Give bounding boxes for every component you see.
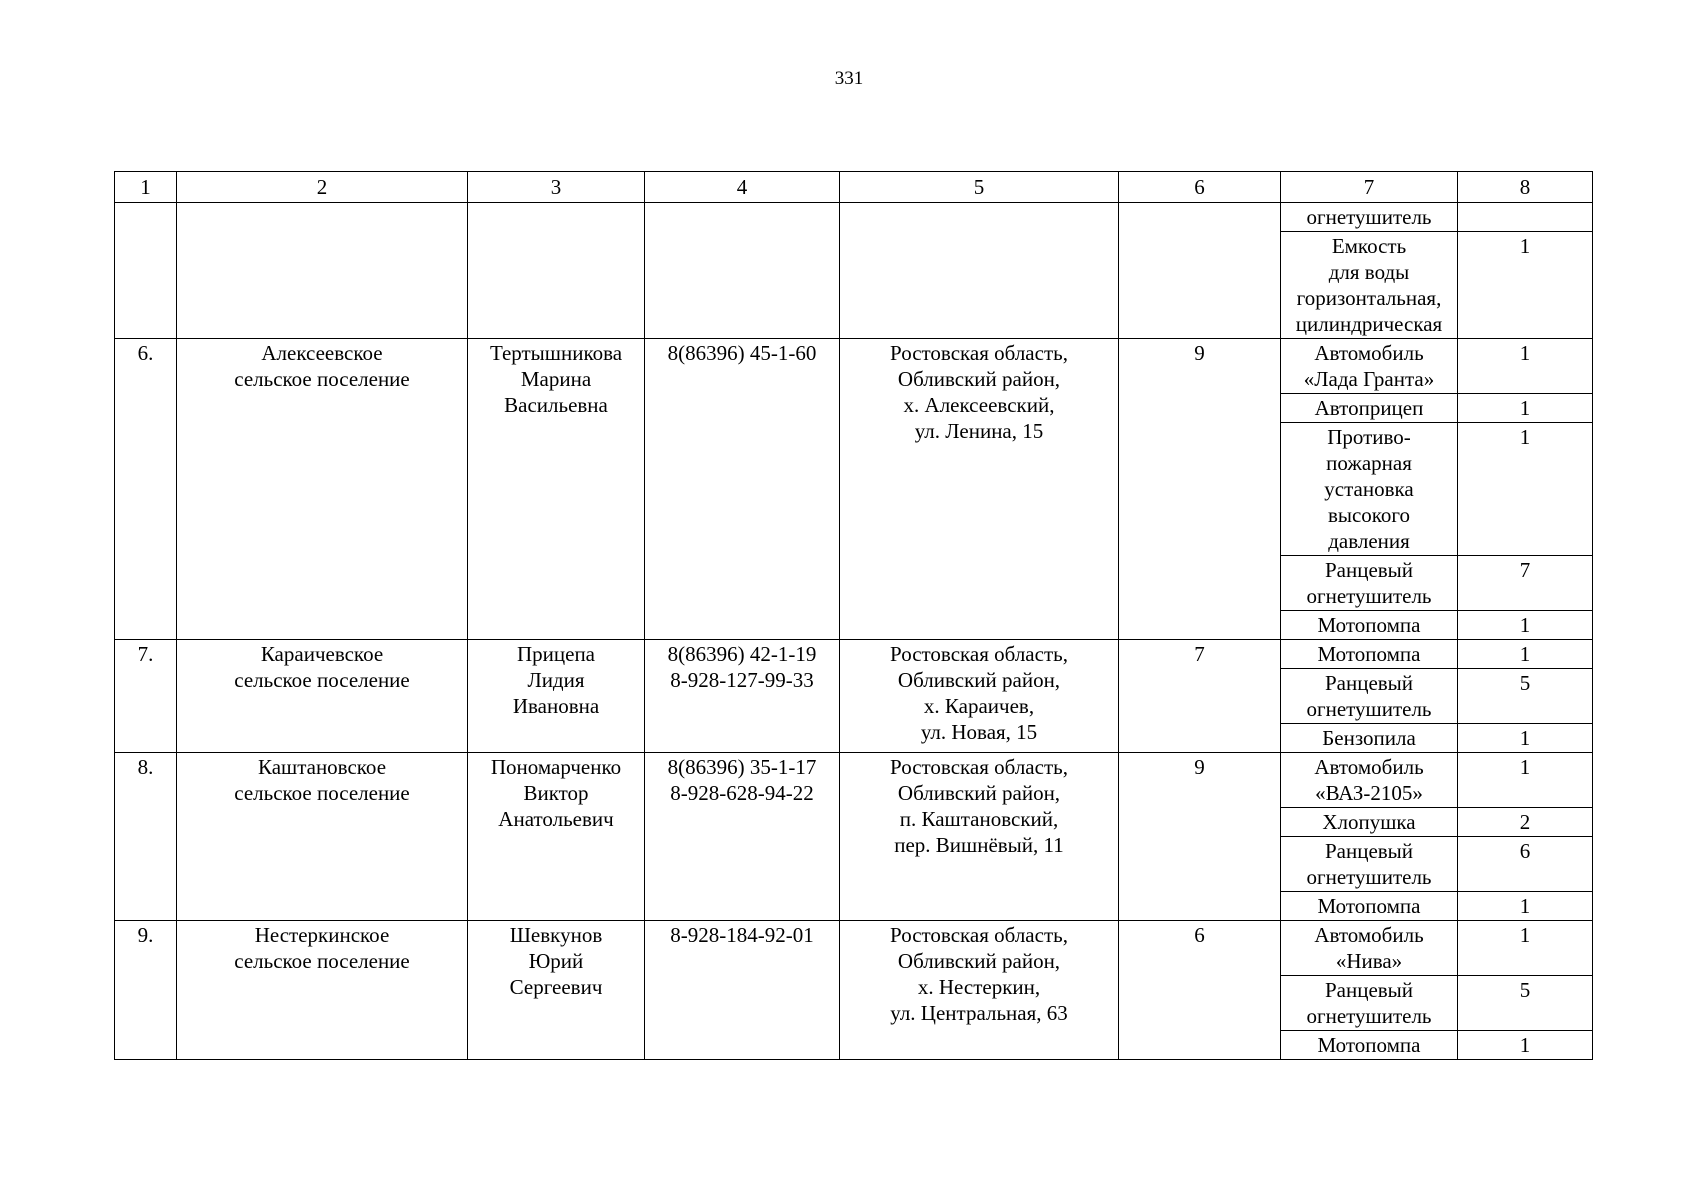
- column-number: 1: [115, 172, 177, 203]
- address-line: Обливский район,: [897, 949, 1061, 973]
- column-number: 7: [1281, 172, 1458, 203]
- address-line: ул. Центральная, 63: [890, 1001, 1068, 1025]
- equipment-name-line: Мотопомпа: [1317, 613, 1421, 637]
- head-name-line: Пономарченко: [490, 755, 622, 779]
- head-name-line: Марина: [520, 367, 592, 391]
- address: [840, 921, 1119, 1060]
- equipment-count: 2: [1458, 808, 1593, 837]
- phone-numbers-line: 8-928-628-94-22: [670, 781, 814, 805]
- table-row: [115, 921, 1593, 976]
- head-name: [468, 753, 645, 921]
- column-number: 6: [1119, 172, 1281, 203]
- settlement-name-line: сельское поселение: [234, 949, 410, 973]
- equipment-count: 1: [1458, 921, 1593, 976]
- equipment-count: 1: [1458, 640, 1593, 669]
- equipment-name-line: Ранцевый: [1324, 839, 1414, 863]
- head-name-line: Виктор: [523, 781, 589, 805]
- equipment-name-line: «ВАЗ-2105»: [1315, 781, 1423, 805]
- equipment-name-line: Бензопила: [1322, 726, 1416, 750]
- record-number: 7.: [115, 640, 177, 753]
- equipment-name-line: Мотопомпа: [1317, 642, 1421, 666]
- equipment-name: [1281, 669, 1458, 724]
- phone-numbers: [645, 339, 840, 640]
- address-line: Ростовская область,: [890, 755, 1068, 779]
- equipment-name-line: огнетушитель: [1306, 865, 1432, 889]
- phone-numbers-line: 8-928-127-99-33: [670, 668, 814, 692]
- address-line: х. Алексеевский,: [903, 393, 1055, 417]
- equipment-name: [1281, 423, 1458, 556]
- equipment-name-line: установка: [1324, 477, 1414, 501]
- equipment-count: [1458, 203, 1593, 232]
- head-name: [468, 640, 645, 753]
- equipment-name-line: «Нива»: [1335, 949, 1403, 973]
- equipment-name: [1281, 640, 1458, 669]
- column-number: 3: [468, 172, 645, 203]
- equipment-name: [1281, 976, 1458, 1031]
- address: [840, 640, 1119, 753]
- address-line: ул. Ленина, 15: [914, 419, 1044, 443]
- address-line: пер. Вишнёвый, 11: [894, 833, 1064, 857]
- equipment-name: [1281, 611, 1458, 640]
- equipment-count: 6: [1458, 837, 1593, 892]
- address-line: х. Караичев,: [923, 694, 1035, 718]
- equipment-count: 1: [1458, 724, 1593, 753]
- address-line: Ростовская область,: [890, 642, 1068, 666]
- equipment-count: 1: [1458, 394, 1593, 423]
- equipment-name-line: Автомобиль: [1314, 923, 1424, 947]
- equipment-name: [1281, 556, 1458, 611]
- equipment-count: 1: [1458, 232, 1593, 339]
- head-name-line: Сергеевич: [509, 975, 603, 999]
- equipment-count: 7: [1458, 556, 1593, 611]
- equipment-count: 1: [1458, 1031, 1593, 1060]
- settlement-name: [177, 640, 468, 753]
- equipment-count: 5: [1458, 669, 1593, 724]
- settlement-name-line: сельское поселение: [234, 367, 410, 391]
- people-count: 9: [1119, 339, 1281, 640]
- head-name-line: Ивановна: [512, 694, 600, 718]
- equipment-name: [1281, 892, 1458, 921]
- equipment-name: [1281, 753, 1458, 808]
- equipment-name-line: Автоприцеп: [1314, 396, 1424, 420]
- address-line: Обливский район,: [897, 367, 1061, 391]
- equipment-name: [1281, 837, 1458, 892]
- equipment-name-line: пожарная: [1326, 451, 1412, 475]
- head-name-line: Шевкунов: [509, 923, 603, 947]
- equipment-count: 1: [1458, 892, 1593, 921]
- phone-numbers: [645, 753, 840, 921]
- address-line: Обливский район,: [897, 668, 1061, 692]
- phone-numbers: [645, 640, 840, 753]
- equipment-name-line: огнетушитель: [1306, 697, 1432, 721]
- address-line: ул. Новая, 15: [920, 720, 1038, 744]
- equipment-name-line: огнетушитель: [1306, 1004, 1432, 1028]
- address: [840, 753, 1119, 921]
- phone-numbers-line: 8(86396) 45-1-60: [667, 341, 817, 365]
- head-cell: [468, 203, 645, 339]
- settlement-name-line: сельское поселение: [234, 668, 410, 692]
- equipment-name-line: Емкость: [1331, 234, 1407, 258]
- equipment-count: 1: [1458, 339, 1593, 394]
- head-name: [468, 921, 645, 1060]
- record-number: 9.: [115, 921, 177, 1060]
- column-number: 2: [177, 172, 468, 203]
- equipment-name-line: Мотопомпа: [1317, 1033, 1421, 1057]
- equipment-name-line: Ранцевый: [1324, 558, 1414, 582]
- equipment-name: [1281, 808, 1458, 837]
- phone-numbers-line: 8(86396) 35-1-17: [667, 755, 817, 779]
- equipment-name-line: цилиндрическая: [1295, 312, 1443, 336]
- table-body: [115, 172, 1593, 1060]
- head-name-line: Юрий: [528, 949, 584, 973]
- equipment-name: [1281, 1031, 1458, 1060]
- table-row: [115, 640, 1593, 669]
- equipment-name-line: «Лада Гранта»: [1303, 367, 1435, 391]
- equipment-name: [1281, 232, 1458, 339]
- settlement-name-line: Каштановское: [257, 755, 387, 779]
- equipment-name-line: Автомобиль: [1314, 755, 1424, 779]
- head-name: [468, 339, 645, 640]
- head-name-line: Тертышникова: [489, 341, 623, 365]
- equipment-count: 5: [1458, 976, 1593, 1031]
- equipment-name-line: Противо-: [1327, 425, 1411, 449]
- equipment-name: [1281, 394, 1458, 423]
- equipment-name-line: Мотопомпа: [1317, 894, 1421, 918]
- people-count: 9: [1119, 753, 1281, 921]
- equipment-count: 1: [1458, 611, 1593, 640]
- column-number: 4: [645, 172, 840, 203]
- equipment-name-line: горизонтальная,: [1296, 286, 1442, 310]
- settlement-cell: [177, 203, 468, 339]
- settlement-name: [177, 753, 468, 921]
- phone-numbers: [645, 921, 840, 1060]
- address-line: п. Каштановский,: [899, 807, 1059, 831]
- phone-numbers-line: 8-928-184-92-01: [670, 923, 814, 947]
- address-line: Ростовская область,: [890, 341, 1068, 365]
- equipment-count: 1: [1458, 423, 1593, 556]
- people-count: 6: [1119, 921, 1281, 1060]
- people-cell: [1119, 203, 1281, 339]
- head-name-line: Анатольевич: [498, 807, 614, 831]
- column-number: 8: [1458, 172, 1593, 203]
- record-number: 6.: [115, 339, 177, 640]
- equipment-name: [1281, 203, 1458, 232]
- equipment-name: [1281, 724, 1458, 753]
- column-number-row: [115, 172, 1593, 203]
- address-line: Обливский район,: [897, 781, 1061, 805]
- column-number: 5: [840, 172, 1119, 203]
- phone-cell: [645, 203, 840, 339]
- equipment-name-line: Автомобиль: [1314, 341, 1424, 365]
- settlement-name-line: Нестеркинское: [254, 923, 390, 947]
- equipment-name-line: Хлопушка: [1322, 810, 1416, 834]
- page-number: 331: [834, 68, 864, 89]
- equipment-name: [1281, 921, 1458, 976]
- settlement-name-line: Караичевское: [260, 642, 384, 666]
- record-number: 8.: [115, 753, 177, 921]
- equipment-count: 1: [1458, 753, 1593, 808]
- table-row: [115, 203, 1593, 232]
- head-name-line: Прицепа: [516, 642, 596, 666]
- settlement-name: [177, 339, 468, 640]
- address-line: Ростовская область,: [890, 923, 1068, 947]
- equipment-table: [114, 171, 1593, 1060]
- settlement-name-line: Алексеевское: [261, 341, 383, 365]
- equipment-name-line: высокого: [1327, 503, 1411, 527]
- head-name-line: Васильевна: [504, 393, 608, 417]
- settlement-name-line: сельское поселение: [234, 781, 410, 805]
- phone-numbers-line: 8(86396) 42-1-19: [667, 642, 817, 666]
- address-line: х. Нестеркин,: [917, 975, 1041, 999]
- equipment-name-line: Ранцевый: [1324, 978, 1414, 1002]
- equipment-name-line: Ранцевый: [1324, 671, 1414, 695]
- head-name-line: Лидия: [527, 668, 585, 692]
- equipment-name-line: огнетушитель: [1306, 205, 1432, 229]
- table-row: [115, 339, 1593, 394]
- people-count: 7: [1119, 640, 1281, 753]
- equipment-name-line: огнетушитель: [1306, 584, 1432, 608]
- number-cell: [115, 203, 177, 339]
- table-row: [115, 753, 1593, 808]
- equipment-name: [1281, 339, 1458, 394]
- equipment-name-line: давления: [1328, 529, 1410, 553]
- address: [840, 339, 1119, 640]
- settlement-name: [177, 921, 468, 1060]
- address-cell: [840, 203, 1119, 339]
- equipment-name-line: для воды: [1328, 260, 1410, 284]
